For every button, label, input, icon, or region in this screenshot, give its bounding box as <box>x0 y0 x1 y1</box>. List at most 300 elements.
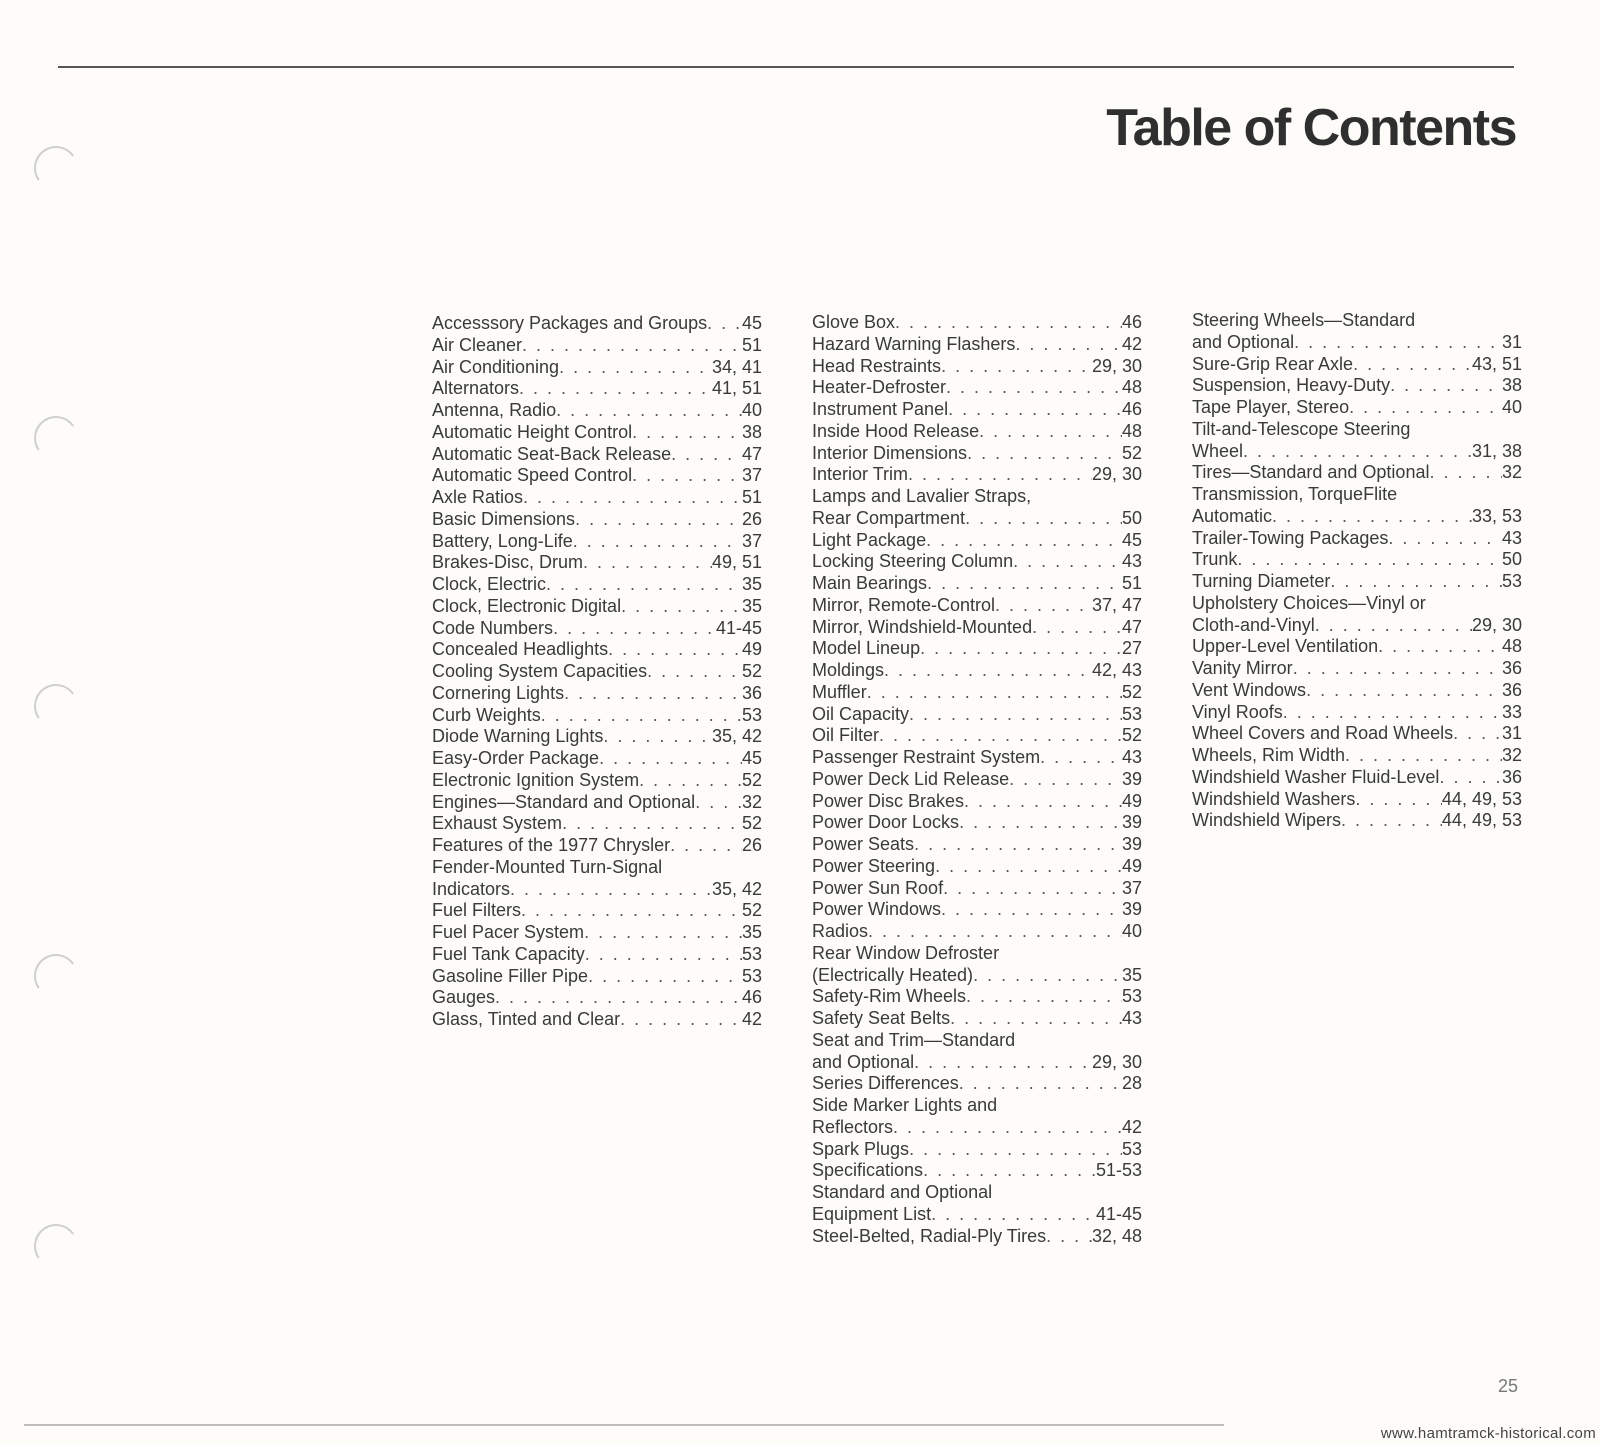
toc-entry-page: 33 <box>1501 701 1522 722</box>
toc-entry <box>812 1139 1142 1161</box>
toc-entry-label: Instrument Panel <box>812 399 949 419</box>
toc-entry-page: 48 <box>1121 420 1142 441</box>
toc-entry <box>1192 419 1522 441</box>
toc-entry-label: Brakes-Disc, Drum <box>432 552 584 573</box>
toc-entry-page: 45 <box>741 748 762 768</box>
toc-entry-label: Axle Ratios <box>432 487 524 507</box>
toc-leader-dots <box>584 922 742 944</box>
toc-entry-page: 35 <box>1121 964 1142 985</box>
toc-entry-label: Indicators <box>432 878 511 899</box>
toc-entry-label: Sure-Grip Rear Axle <box>1192 353 1354 374</box>
toc-entry-page: 47 <box>1121 616 1142 637</box>
toc-entry <box>1192 810 1522 832</box>
toc-entry-page: 40 <box>1121 921 1142 941</box>
toc-entry-label: Glove Box <box>812 312 896 332</box>
toc-leader-dots <box>909 1139 1122 1161</box>
toc-entry <box>812 856 1142 878</box>
toc-entry <box>1192 745 1522 767</box>
toc-leader-dots <box>620 1009 742 1031</box>
toc-entry-label: Series Differences <box>812 1073 959 1094</box>
toc-entry-page: 35 <box>741 595 762 616</box>
toc-entry-page: 29, 30 <box>1471 614 1522 635</box>
toc-entry-label: Turning Diameter <box>1192 571 1331 591</box>
toc-entry-label: Clock, Electronic Digital <box>432 595 622 616</box>
toc-leader-dots <box>707 313 742 335</box>
binder-hole-mark <box>31 951 82 1002</box>
toc-entry <box>1192 615 1522 637</box>
toc-leader-dots <box>647 661 742 683</box>
toc-entry-page: 37 <box>1121 877 1142 898</box>
toc-entry-page: 49 <box>1121 790 1142 811</box>
toc-entry-label: Concealed Headlights <box>432 639 609 660</box>
toc-entry <box>432 378 762 400</box>
toc-leader-dots <box>950 1008 1122 1030</box>
toc-entry <box>812 1182 1142 1204</box>
toc-leader-dots <box>573 531 742 553</box>
toc-leader-dots <box>867 682 1122 704</box>
toc-entry-page: 35, 42 <box>711 726 762 747</box>
toc-entry-label: Specifications <box>812 1160 924 1181</box>
toc-entry-label: Air Conditioning <box>432 356 560 377</box>
toc-entry <box>812 530 1142 552</box>
toc-entry-label: Windshield Wipers <box>1192 810 1342 831</box>
toc-entry-page: 33, 53 <box>1471 505 1522 526</box>
toc-entry <box>1192 593 1522 615</box>
toc-entry-label: Windshield Washer Fluid-Level <box>1192 766 1440 787</box>
toc-entry-label: Power Disc Brakes <box>812 790 965 811</box>
toc-entry <box>812 965 1142 987</box>
toc-entry-label: Automatic Seat-Back Release <box>432 443 672 464</box>
toc-entry <box>432 487 762 509</box>
toc-leader-dots <box>931 1204 1096 1226</box>
toc-entry-page: 45 <box>1121 529 1142 550</box>
toc-leader-dots <box>1353 354 1472 376</box>
toc-entry-page: 52 <box>741 769 762 790</box>
toc-entry <box>812 791 1142 813</box>
toc-leader-dots <box>670 835 742 857</box>
toc-entry-page: 34, 41 <box>711 356 762 377</box>
toc-entry-label: Radios <box>812 921 869 941</box>
toc-entry-label: Cloth-and-Vinyl <box>1192 614 1315 635</box>
toc-entry <box>432 509 762 531</box>
toc-entry-label: Oil Capacity <box>812 703 910 724</box>
binder-hole-mark <box>31 143 82 194</box>
toc-leader-dots <box>967 443 1122 465</box>
toc-entry <box>1192 571 1522 593</box>
toc-leader-dots <box>941 899 1122 921</box>
toc-entry-page: 53 <box>1121 986 1142 1007</box>
toc-entry-page: 29, 30 <box>1091 464 1142 485</box>
toc-entry-label: Head Restraints <box>812 355 942 376</box>
toc-entry-page: 50 <box>1121 507 1142 528</box>
toc-entry <box>1192 354 1522 376</box>
toc-entry-label: Tape Player, Stereo <box>1192 397 1350 417</box>
toc-leader-dots <box>541 705 742 727</box>
toc-leader-dots <box>523 487 742 509</box>
toc-entry <box>812 769 1142 791</box>
toc-entry-label: Power Sun Roof <box>812 877 944 898</box>
toc-leader-dots <box>556 400 742 422</box>
toc-entry-page: 43 <box>1121 747 1142 767</box>
toc-entry-page: 31 <box>1501 331 1522 352</box>
toc-entry <box>812 638 1142 660</box>
toc-entry-label: Basic Dimensions <box>432 508 576 529</box>
toc-leader-dots <box>522 335 742 357</box>
toc-leader-dots <box>632 465 742 487</box>
toc-entry-label: Upper-Level Ventilation <box>1192 636 1379 657</box>
toc-entry-page: 51 <box>741 334 762 355</box>
toc-entry <box>812 943 1142 965</box>
toc-leader-dots <box>1330 571 1502 593</box>
toc-entry-page: 52 <box>741 813 762 834</box>
toc-entry-page: 51 <box>741 487 762 507</box>
toc-leader-dots <box>964 791 1122 813</box>
toc-entry-label: Fuel Tank Capacity <box>432 943 585 964</box>
toc-leader-dots <box>943 878 1122 900</box>
watermark-url: www.hamtramck-historical.com <box>1380 1425 1596 1442</box>
toc-entry <box>1192 636 1522 658</box>
toc-entry <box>432 857 762 879</box>
toc-leader-dots <box>868 921 1122 943</box>
toc-entry-page: 37 <box>741 465 762 486</box>
toc-entry-label: Vanity Mirror <box>1192 658 1293 678</box>
toc-leader-dots <box>575 509 742 531</box>
toc-leader-dots <box>1388 528 1502 550</box>
toc-entry-page: 53 <box>741 704 762 725</box>
toc-entry-label: Power Windows <box>812 899 942 920</box>
toc-entry-page: 31 <box>1501 723 1522 744</box>
toc-entry-page: 48 <box>1501 636 1522 657</box>
toc-entry <box>812 812 1142 834</box>
toc-column-3 <box>1192 310 1522 832</box>
toc-entry <box>812 704 1142 726</box>
toc-entry <box>432 618 762 640</box>
toc-entry <box>812 486 1142 508</box>
toc-entry-label: Trunk <box>1192 549 1238 570</box>
toc-entry-page: 36 <box>1501 658 1522 678</box>
toc-entry-label: and Optional <box>1192 331 1295 352</box>
toc-entry <box>812 747 1142 769</box>
toc-entry-page: 27 <box>1121 638 1142 659</box>
toc-leader-dots <box>966 986 1122 1008</box>
toc-entry <box>812 921 1142 943</box>
toc-leader-dots <box>671 444 742 466</box>
toc-entry-label: Engines—Standard and Optional <box>432 791 696 812</box>
toc-entry-page: 53 <box>1501 571 1522 591</box>
toc-entry-page: 53 <box>1121 703 1142 724</box>
toc-leader-dots <box>895 312 1122 334</box>
toc-leader-dots <box>553 618 716 640</box>
toc-leader-dots <box>1390 375 1502 397</box>
toc-entry-page: 31, 38 <box>1471 440 1522 461</box>
toc-entry-label: Rear Compartment <box>812 507 966 528</box>
toc-entry-label: Diode Warning Lights <box>432 726 604 747</box>
toc-entry-page: 48 <box>1121 377 1142 398</box>
toc-leader-dots <box>1015 334 1122 356</box>
toc-entry-page: 52 <box>1121 442 1142 463</box>
toc-entry-page: 42 <box>1121 333 1142 354</box>
toc-entry-page: 28 <box>1121 1073 1142 1094</box>
toc-entry-page: 37, 47 <box>1091 594 1142 615</box>
toc-entry <box>432 465 762 487</box>
toc-entry-page: 49 <box>1121 855 1142 876</box>
toc-entry-label: and Optional <box>812 1051 915 1072</box>
toc-entry <box>432 705 762 727</box>
toc-entry-label: Mirror, Windshield-Mounted <box>812 616 1033 637</box>
toc-column-2 <box>812 312 1142 1247</box>
toc-entry-page: 43 <box>1121 1008 1142 1028</box>
toc-entry-page: 49, 51 <box>711 552 762 573</box>
toc-leader-dots <box>519 378 712 400</box>
toc-leader-dots <box>1341 810 1442 832</box>
toc-entry-page: 51-53 <box>1095 1160 1142 1181</box>
toc-entry-label: Code Numbers <box>432 617 554 638</box>
toc-entry-page: 26 <box>741 508 762 529</box>
toc-entry-label: Moldings <box>812 660 885 680</box>
toc-leader-dots <box>1293 658 1502 680</box>
toc-entry-label: Alternators <box>432 378 520 399</box>
toc-entry-label: Automatic <box>1192 505 1273 526</box>
toc-entry-label: Suspension, Heavy-Duty <box>1192 375 1391 396</box>
toc-leader-dots <box>1429 462 1502 484</box>
toc-entry-label: Fuel Filters <box>432 900 522 921</box>
toc-entry-page: 32, 48 <box>1091 1225 1142 1246</box>
toc-entry-page: 32 <box>1501 462 1522 483</box>
toc-entry-page: 52 <box>741 661 762 681</box>
toc-leader-dots <box>608 639 742 661</box>
toc-entry <box>432 1009 762 1031</box>
toc-entry <box>1192 441 1522 463</box>
toc-entry <box>432 596 762 618</box>
toc-entry-label: Air Cleaner <box>432 334 523 355</box>
toc-leader-dots <box>893 1117 1122 1139</box>
toc-entry <box>432 335 762 357</box>
toc-leader-dots <box>1453 723 1502 745</box>
toc-entry-label: Upholstery Choices—Vinyl or <box>1192 592 1426 613</box>
toc-entry-label: Main Bearings <box>812 573 928 593</box>
toc-leader-dots <box>1283 702 1502 724</box>
toc-entry-label: Gasoline Filler Pipe <box>432 965 589 986</box>
toc-leader-dots <box>1009 769 1122 791</box>
toc-entry <box>432 574 762 596</box>
toc-entry-label: Muffler <box>812 681 867 702</box>
toc-entry <box>1192 484 1522 506</box>
toc-entry-label: Hazard Warning Flashers <box>812 333 1016 354</box>
toc-entry-label: Rear Window Defroster <box>812 942 1000 963</box>
toc-leader-dots <box>1355 789 1442 811</box>
toc-entry <box>432 422 762 444</box>
toc-leader-dots <box>884 660 1092 682</box>
toc-entry-page: 42 <box>741 1009 762 1029</box>
toc-entry-label: Inside Hood Release <box>812 420 980 441</box>
toc-entry <box>1192 680 1522 702</box>
toc-leader-dots <box>1040 747 1122 769</box>
toc-entry-page: 39 <box>1121 899 1142 920</box>
toc-leader-dots <box>1294 332 1502 354</box>
toc-entry-label: Model Lineup <box>812 638 921 659</box>
toc-entry-page: 39 <box>1121 768 1142 789</box>
toc-entry-label: Windshield Washers <box>1192 788 1356 809</box>
toc-entry <box>812 1073 1142 1095</box>
toc-entry-page: 36 <box>1501 766 1522 787</box>
toc-entry <box>1192 723 1522 745</box>
toc-entry <box>432 552 762 574</box>
toc-entry <box>812 1008 1142 1030</box>
toc-leader-dots <box>1349 397 1502 419</box>
toc-entry-page: 52 <box>1121 725 1142 746</box>
toc-entry-label: Interior Dimensions <box>812 442 968 463</box>
toc-leader-dots <box>599 748 742 770</box>
toc-entry-page: 44, 49, 53 <box>1441 788 1522 809</box>
toc-leader-dots <box>959 1073 1122 1095</box>
binder-hole-mark <box>31 681 82 732</box>
toc-entry <box>1192 767 1522 789</box>
toc-leader-dots <box>632 422 742 444</box>
toc-leader-dots <box>965 508 1122 530</box>
toc-leader-dots <box>1243 441 1472 463</box>
toc-entry-page: 41-45 <box>715 617 762 638</box>
toc-entry <box>432 987 762 1009</box>
toc-leader-dots <box>1345 745 1502 767</box>
toc-entry <box>812 356 1142 378</box>
toc-entry-label: Equipment List <box>812 1203 932 1224</box>
toc-leader-dots <box>941 356 1092 378</box>
toc-entry-label: (Electrically Heated) <box>812 964 974 985</box>
toc-entry-label: Light Package <box>812 529 927 550</box>
toc-entry-label: Vent Windows <box>1192 679 1307 700</box>
toc-leader-dots <box>927 573 1122 595</box>
toc-entry <box>812 1160 1142 1182</box>
toc-entry-label: Gauges <box>432 987 496 1008</box>
toc-entry-page: 52 <box>1121 681 1142 702</box>
toc-entry-label: Safety-Rim Wheels <box>812 986 967 1007</box>
toc-leader-dots <box>959 812 1122 834</box>
toc-entry-page: 50 <box>1501 549 1522 570</box>
toc-entry-page: 52 <box>741 900 762 921</box>
toc-entry <box>432 966 762 988</box>
toc-entry <box>812 617 1142 639</box>
toc-entry-page: 36 <box>1501 679 1522 700</box>
toc-entry-label: Wheels, Rim Width <box>1192 745 1346 765</box>
toc-entry <box>812 1226 1142 1248</box>
toc-leader-dots <box>639 770 742 792</box>
toc-entry <box>432 879 762 901</box>
toc-entry-page: 35, 42 <box>711 878 762 899</box>
toc-column-1 <box>432 313 762 1031</box>
toc-entry-label: Exhaust System <box>432 813 563 834</box>
toc-entry-label: Reflectors <box>812 1116 894 1137</box>
toc-entry <box>432 400 762 422</box>
toc-entry <box>812 660 1142 682</box>
toc-entry-label: Tires—Standard and Optional <box>1192 462 1430 483</box>
toc-entry <box>432 944 762 966</box>
toc-leader-dots <box>588 966 742 988</box>
toc-entry-page: 29, 30 <box>1091 1051 1142 1072</box>
toc-entry-page: 42 <box>1121 1116 1142 1137</box>
toc-leader-dots <box>979 421 1122 443</box>
toc-leader-dots <box>603 726 712 748</box>
toc-entry-label: Heater-Defroster <box>812 377 947 398</box>
toc-leader-dots <box>879 725 1122 747</box>
toc-entry-page: 35 <box>741 922 762 942</box>
toc-entry-label: Transmission, TorqueFlite <box>1192 484 1398 504</box>
toc-entry <box>432 313 762 335</box>
toc-entry <box>812 725 1142 747</box>
toc-leader-dots <box>1315 615 1472 637</box>
toc-entry <box>812 508 1142 530</box>
toc-entry-label: Interior Trim <box>812 464 909 485</box>
toc-leader-dots <box>1272 506 1472 528</box>
toc-entry-label: Lamps and Lavalier Straps, <box>812 486 1032 506</box>
page-number: 25 <box>1497 1376 1518 1396</box>
binder-hole-mark <box>31 1221 82 1272</box>
toc-entry-page: 43 <box>1121 551 1142 572</box>
toc-entry-page: 40 <box>741 400 762 420</box>
toc-leader-dots <box>908 464 1092 486</box>
toc-entry-label: Automatic Speed Control <box>432 465 633 486</box>
toc-leader-dots <box>995 595 1092 617</box>
toc-entry-label: Cooling System Capacities <box>432 661 648 681</box>
toc-entry-page: 46 <box>741 987 762 1008</box>
toc-entry-page: 43, 51 <box>1471 353 1522 374</box>
bottom-rule <box>24 1424 1224 1426</box>
toc-entry-page: 37 <box>741 530 762 551</box>
toc-entry <box>812 377 1142 399</box>
toc-entry <box>812 1030 1142 1052</box>
toc-entry-page: 53 <box>1121 1138 1142 1159</box>
toc-entry <box>432 444 762 466</box>
toc-entry-page: 47 <box>741 443 762 464</box>
toc-leader-dots <box>583 552 712 574</box>
toc-entry-label: Clock, Electric <box>432 574 547 594</box>
toc-entry <box>432 726 762 748</box>
toc-leader-dots <box>1439 767 1502 789</box>
toc-entry <box>432 683 762 705</box>
toc-entry-page: 49 <box>741 639 762 660</box>
toc-entry-page: 36 <box>741 682 762 703</box>
toc-entry <box>812 986 1142 1008</box>
toc-leader-dots <box>935 856 1122 878</box>
toc-entry <box>812 682 1142 704</box>
toc-entry-page: 53 <box>741 965 762 986</box>
top-rule <box>58 66 1514 68</box>
toc-entry <box>812 899 1142 921</box>
toc-entry-page: 45 <box>741 313 762 333</box>
toc-entry <box>812 399 1142 421</box>
toc-entry <box>432 661 762 683</box>
toc-entry <box>1192 506 1522 528</box>
toc-entry-label: Glass, Tinted and Clear <box>432 1009 621 1029</box>
toc-entry-page: 44, 49, 53 <box>1441 810 1522 831</box>
toc-entry-page: 42, 43 <box>1091 660 1142 680</box>
toc-leader-dots <box>948 399 1122 421</box>
toc-leader-dots <box>946 377 1122 399</box>
toc-entry-label: Power Door Locks <box>812 812 960 833</box>
toc-entry-page: 29, 30 <box>1091 355 1142 376</box>
toc-entry-label: Automatic Height Control <box>432 421 633 442</box>
toc-entry-label: Tilt-and-Telescope Steering <box>1192 418 1411 439</box>
toc-entry <box>812 878 1142 900</box>
binder-hole-mark <box>31 413 82 464</box>
toc-entry <box>812 421 1142 443</box>
toc-entry-label: Steel-Belted, Radial-Ply Tires <box>812 1225 1047 1246</box>
toc-leader-dots <box>621 596 742 618</box>
toc-entry-label: Trailer-Towing Packages <box>1192 527 1389 548</box>
toc-entry-label: Antenna, Radio <box>432 400 557 420</box>
toc-leader-dots <box>564 683 742 705</box>
toc-entry <box>1192 375 1522 397</box>
toc-entry <box>432 835 762 857</box>
